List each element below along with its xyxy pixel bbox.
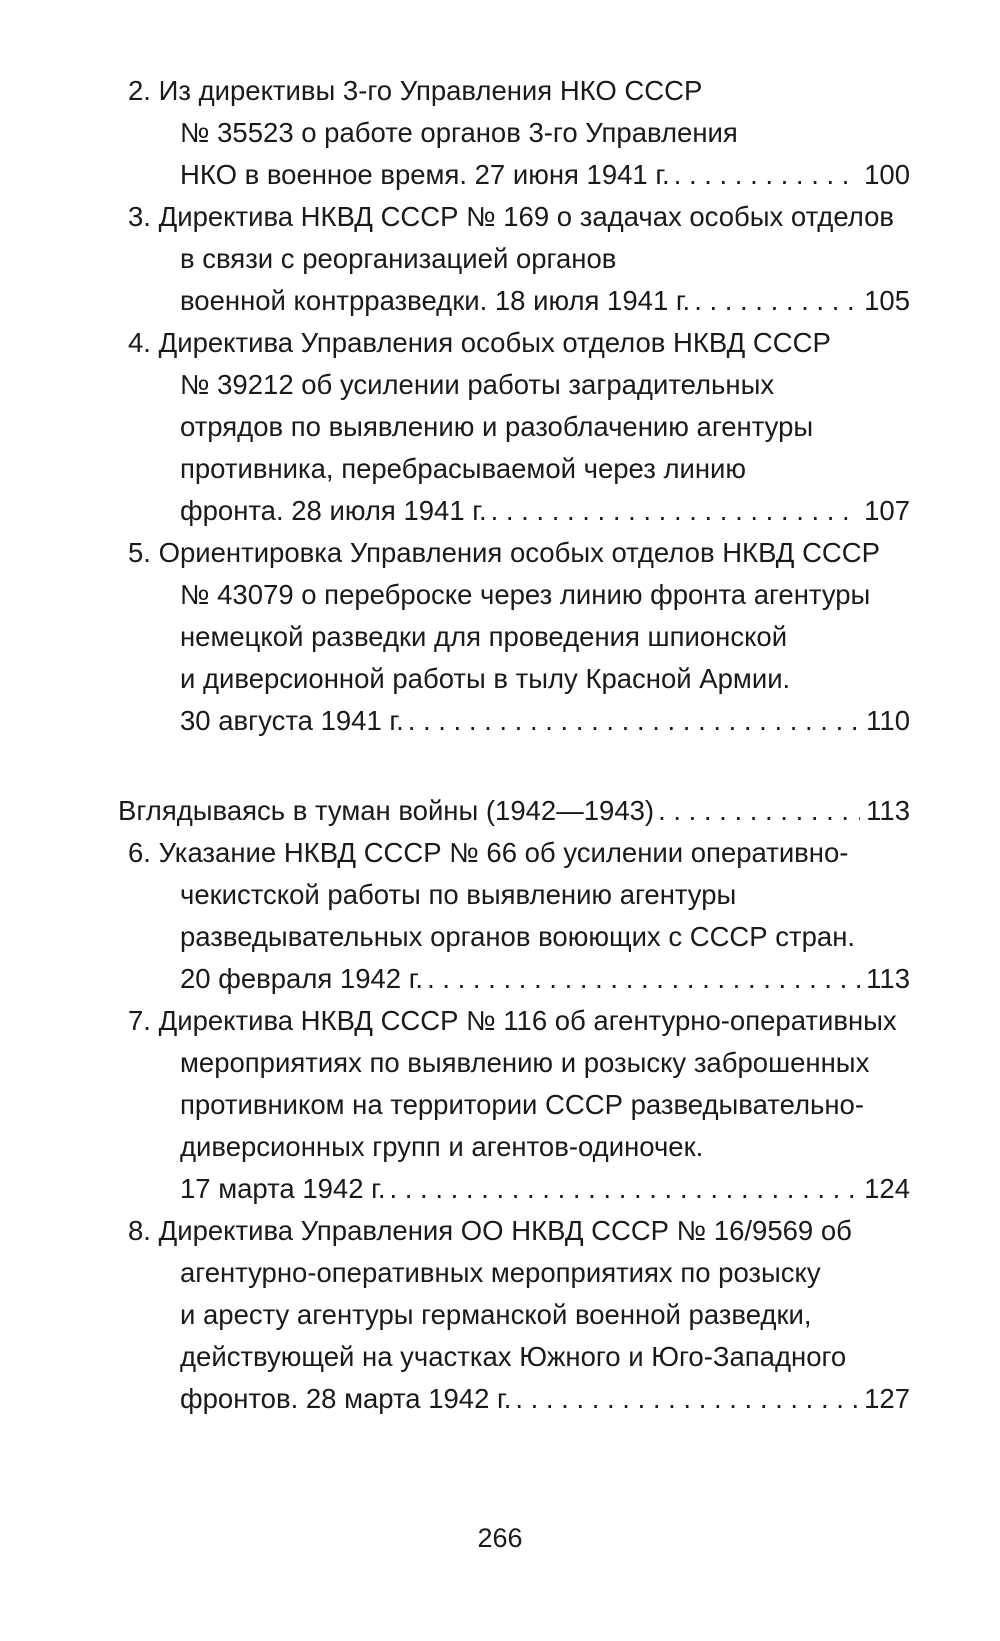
toc-entry-last-line bbox=[128, 154, 910, 196]
toc-entry-number: 4. bbox=[128, 327, 151, 358]
toc-section-title: Вглядываясь в туман войны (1942—1943) bbox=[118, 790, 658, 832]
toc-entry bbox=[128, 832, 910, 1000]
toc-entry-line: разведывательных органов воюющих с СССР стран. bbox=[180, 921, 856, 952]
toc-entry-page: 110 bbox=[860, 700, 910, 742]
toc-entry-last-line bbox=[128, 1378, 910, 1420]
toc-entry-line: в связи с реорганизацией органов bbox=[180, 243, 617, 274]
toc-entry-first-line bbox=[128, 1000, 910, 1042]
dot-leader bbox=[694, 280, 858, 322]
toc-entry-text: Указание НКВД СССР № 66 об усилении оперативно- bbox=[158, 837, 849, 868]
toc-entry-last-line bbox=[128, 1168, 910, 1210]
toc-entry-last-line bbox=[128, 280, 910, 322]
toc-entry-line: № 43079 о переброске через линию фронта агентуры bbox=[180, 579, 871, 610]
section-spacer bbox=[128, 742, 910, 790]
toc-entry-first-line bbox=[128, 532, 910, 574]
toc-entry-text: Директива Управления особых отделов НКВД СССР bbox=[158, 327, 831, 358]
toc-entry-line: мероприятиях по выявлению и розыску заброшенных bbox=[180, 1047, 870, 1078]
toc-entry-line: противника, перебрасываемой через линию bbox=[180, 453, 747, 484]
toc-entry-text: 17 марта 1942 г. bbox=[180, 1168, 389, 1210]
toc-entry-last-line bbox=[128, 958, 910, 1000]
toc-entry-text: Ориентировка Управления особых отделов НКВД СССР bbox=[158, 537, 880, 568]
toc-entry-page: 124 bbox=[858, 1168, 910, 1210]
toc-entry-text: Директива Управления ОО НКВД СССР № 16/9569 об bbox=[158, 1215, 852, 1246]
toc-entry-page: 100 bbox=[858, 154, 910, 196]
dot-leader bbox=[408, 700, 860, 742]
toc-entry-page: 127 bbox=[858, 1378, 910, 1420]
table-of-contents bbox=[118, 70, 910, 1420]
toc-entry-page: 113 bbox=[860, 958, 910, 1000]
toc-entry-text: Директива НКВД СССР № 169 о задачах особых отделов bbox=[158, 201, 894, 232]
toc-section-page: 113 bbox=[860, 790, 910, 832]
toc-entry-text: фронтов. 28 марта 1942 г. bbox=[180, 1378, 515, 1420]
toc-entry-number: 2. bbox=[128, 75, 151, 106]
toc-entry-last-line bbox=[128, 490, 910, 532]
toc-entry-text: 20 февраля 1942 г. bbox=[180, 958, 427, 1000]
toc-entry-first-line bbox=[128, 70, 910, 112]
dot-leader bbox=[389, 1168, 858, 1210]
toc-entry-text: Директива НКВД СССР № 116 об агентурно-оперативных bbox=[158, 1005, 897, 1036]
toc-entry-number: 8. bbox=[128, 1215, 151, 1246]
toc-entry-line: и аресту агентуры германской военной разведки, bbox=[180, 1299, 812, 1330]
toc-entry-page: 105 bbox=[858, 280, 910, 322]
toc-entry-first-line bbox=[128, 322, 910, 364]
toc-section-heading bbox=[118, 790, 910, 832]
toc-entry bbox=[128, 196, 910, 322]
toc-entry-line: противником на территории СССР разведывательно- bbox=[180, 1089, 864, 1120]
toc-entry-text: военной контрразведки. 18 июля 1941 г. bbox=[180, 280, 694, 322]
toc-entry-line: № 39212 об усилении работы заградительных bbox=[180, 369, 775, 400]
dot-leader bbox=[674, 154, 858, 196]
toc-entry-number: 6. bbox=[128, 837, 151, 868]
toc-entry bbox=[128, 322, 910, 532]
toc-entry-line: агентурно-оперативных мероприятиях по розыску bbox=[180, 1257, 821, 1288]
toc-entry-line: № 35523 о работе органов 3-го Управления bbox=[180, 117, 738, 148]
toc-entry-text: фронта. 28 июля 1941 г. bbox=[180, 490, 491, 532]
toc-entry-text: НКО в военное время. 27 июня 1941 г. bbox=[180, 154, 674, 196]
toc-entry bbox=[128, 70, 910, 196]
toc-entry-text: Из директивы 3-го Управления НКО СССР bbox=[158, 75, 703, 106]
toc-entry-first-line bbox=[128, 196, 910, 238]
dot-leader bbox=[515, 1378, 858, 1420]
toc-entry-line: диверсионных групп и агентов-одиночек. bbox=[180, 1131, 704, 1162]
toc-entry bbox=[128, 1210, 910, 1420]
toc-entry-line: немецкой разведки для проведения шпионской bbox=[180, 621, 788, 652]
toc-entry-first-line bbox=[128, 1210, 910, 1252]
toc-entry-line: и диверсионной работы в тылу Красной Армии. bbox=[180, 663, 791, 694]
toc-entry-first-line bbox=[128, 832, 910, 874]
toc-entry-number: 7. bbox=[128, 1005, 151, 1036]
page-number: 266 bbox=[477, 1523, 523, 1553]
toc-entry bbox=[128, 1000, 910, 1210]
toc-entry-line: чекистской работы по выявлению агентуры bbox=[180, 879, 737, 910]
dot-leader bbox=[491, 490, 859, 532]
toc-entry-line: действующей на участках Южного и Юго-Западного bbox=[180, 1341, 847, 1372]
dot-leader bbox=[427, 958, 860, 1000]
dot-leader bbox=[658, 790, 860, 832]
toc-entry-page: 107 bbox=[858, 490, 910, 532]
toc-entry-last-line bbox=[128, 700, 910, 742]
toc-entry-number: 5. bbox=[128, 537, 151, 568]
toc-entry bbox=[128, 532, 910, 742]
toc-entry-text: 30 августа 1941 г. bbox=[180, 700, 408, 742]
toc-entry-number: 3. bbox=[128, 201, 151, 232]
toc-entry-line: отрядов по выявлению и разоблачению агентуры bbox=[180, 411, 814, 442]
